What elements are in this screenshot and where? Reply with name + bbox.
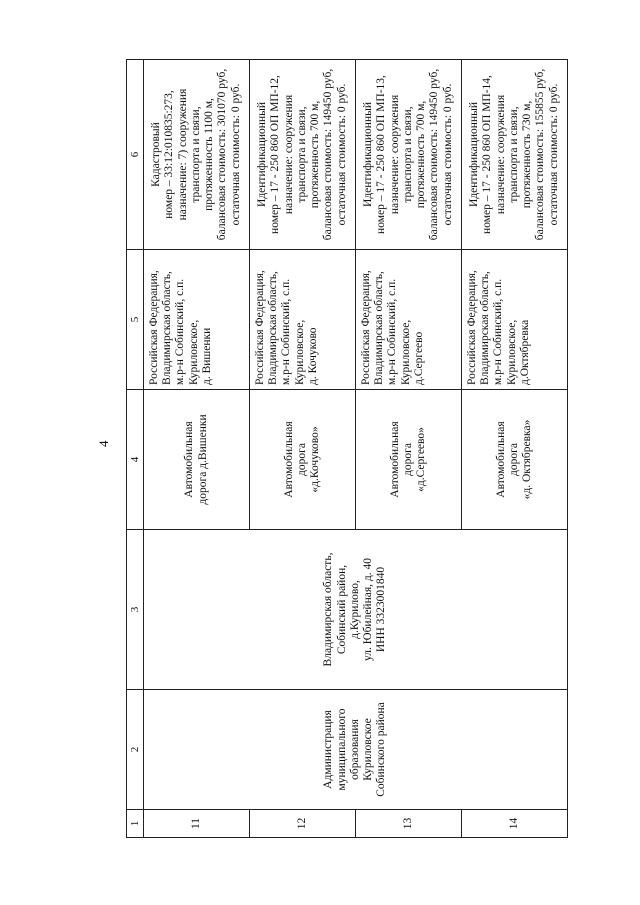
object-details: Кадастровый номер – 33:12:010835:273, назначение: 7) сооружения транспорта и связи, протяженность 1100 м, балансовая стоимость: 301070 руб, остаточная стоимость: 0 руб.	[144, 60, 250, 250]
registry-table	[126, 59, 568, 838]
row-number: 11	[144, 810, 250, 838]
column-number: 2	[127, 690, 144, 810]
object-location: Российская Федерация, Владимирская область, м.р-н Собинский, с.п. Куриловское, д.Сергеево	[356, 250, 462, 390]
object-name: Автомобильная дорога «д.Сергеево»	[356, 390, 462, 530]
page-number: 4	[96, 440, 111, 447]
column-number: 4	[127, 390, 144, 530]
table-row	[144, 60, 250, 838]
column-number: 6	[127, 60, 144, 250]
column-numbers-row	[127, 60, 144, 838]
object-details: Идентификационный номер – 17 - 250 860 ОП МП-12, назначение: сооружения транспорта и связи, протяженность 700 м, балансовая стоимость: 149450 руб, остаточная стоимость: 0 руб.	[250, 60, 356, 250]
row-number: 13	[356, 810, 462, 838]
column-number: 1	[127, 810, 144, 838]
object-details: Идентификационный номер – 17 - 250 860 ОП МП-13, назначение: сооружения транспорта и связи, протяженность 700 м, балансовая стоимость: 149450 руб, остаточная стоимость: 0 руб.	[356, 60, 462, 250]
owner-name: Администрация муниципального образования Куриловское Собинского района	[144, 690, 568, 810]
row-number: 12	[250, 810, 356, 838]
object-name: Автомобильная дорога «д. Октябревка»	[462, 390, 568, 530]
object-location: Российская Федерация, Владимирская область, м.р-н Собинский, с.п. Куриловское, д. Кочуково	[250, 250, 356, 390]
object-location: Российская Федерация, Владимирская область, м.р-н Собинский, с.п. Куриловское, д. Вишенки	[144, 250, 250, 390]
registry-table-wrapper	[126, 60, 568, 838]
column-number: 5	[127, 250, 144, 390]
column-number: 3	[127, 530, 144, 690]
row-number: 14	[462, 810, 568, 838]
object-name: Автомобильная дорога «д.Кочуково»	[250, 390, 356, 530]
object-location: Российская Федерация, Владимирская область, м.р-н Собинский, с.п. Куриловское, д.Октябревка	[462, 250, 568, 390]
owner-address: Владимирская область, Собинский район, д.Курилово, ул. Юбилейная, д. 40 ИНН 3323001840	[144, 530, 568, 690]
object-details: Идентификационный номер – 17 - 250 860 ОП МП-14, назначение: сооружения транспорта и связи, протяженность 730 м, балансовая стоимость: 155855 руб, остаточная стоимость: 0 руб.	[462, 60, 568, 250]
object-name: Автомобильная дорога д.Вишенки	[144, 390, 250, 530]
